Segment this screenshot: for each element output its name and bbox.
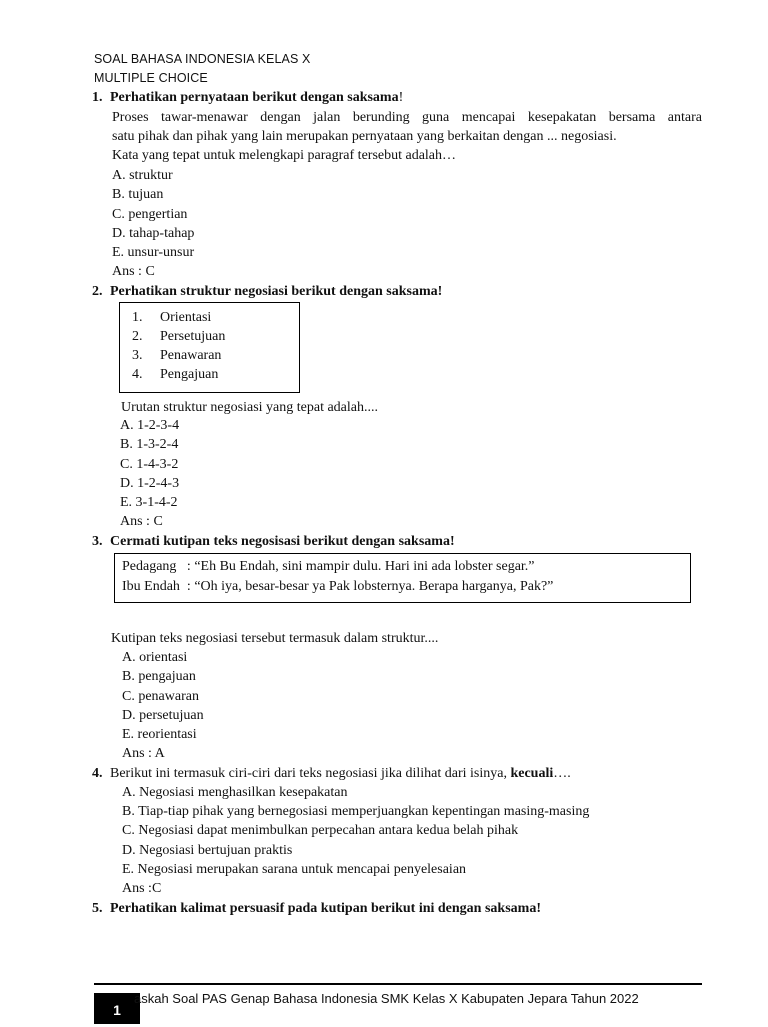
question-4-option-d: D. Negosiasi bertujuan praktis <box>122 843 293 858</box>
structure-list-item: 4. Pengajuan <box>132 367 219 382</box>
question-1-paragraph-line-1: Proses tawar-menawar dengan jalan berunding guna mencapai kesepakatan bersama antara <box>112 110 702 125</box>
document-title: SOAL BAHASA INDONESIA KELAS X <box>94 52 311 66</box>
structure-list-item: 3. Penawaran <box>132 348 222 363</box>
page-number: 1 <box>94 993 140 1024</box>
question-2-option-c: C. 1-4-3-2 <box>120 457 179 472</box>
question-3-number: 3. <box>92 534 103 549</box>
question-5-number: 5. <box>92 901 103 916</box>
dialog-text: “Eh Bu Endah, sini mampir dulu. Hari ini ada lobster segar.” <box>194 559 535 574</box>
question-2-option-b: B. 1-3-2-4 <box>120 437 179 452</box>
question-4-option-e: E. Negosiasi merupakan sarana untuk mencapai penyelesaian <box>122 862 467 877</box>
question-1-paragraph-line-3: Kata yang tepat untuk melengkapi paragraf tersebut adalah… <box>112 148 457 163</box>
question-3-prompt-text: Cermati kutipan teks negosisasi berikut dengan saksama! <box>110 534 455 549</box>
question-3-option-a: A. orientasi <box>122 650 188 665</box>
question-3-prompt <box>92 532 455 552</box>
question-1-option-d: D. tahap-tahap <box>112 226 195 241</box>
question-3-option-b: B. pengajuan <box>122 669 196 684</box>
question-1-prompt-text: Perhatikan pernyataan berikut dengan saksama <box>110 90 399 105</box>
question-4-option-b: B. Tiap-tiap pihak yang bernegosiasi memperjuangkan kepentingan masing-masing <box>122 804 590 819</box>
question-1-answer: Ans : C <box>112 264 155 279</box>
question-4-prompt: 4. Berikut ini termasuk ciri-ciri dari teks negosiasi jika dilihat dari isinya, kecuali…. <box>92 764 571 784</box>
question-1-option-c: C. pengertian <box>112 207 188 222</box>
footer-text: askah Soal PAS Genap Bahasa Indonesia SMK Kelas X Kabupaten Jepara Tahun 2022 <box>134 991 639 1006</box>
document-subtitle: MULTIPLE CHOICE <box>94 71 208 85</box>
question-1-option-b: B. tujuan <box>112 187 164 202</box>
footer-rule <box>94 983 702 985</box>
dialog-speaker: Ibu Endah : <box>122 579 195 594</box>
emphasis-kecuali: kecuali <box>510 766 554 781</box>
structure-list-item: 2. Persetujuan <box>132 329 226 344</box>
question-2-prompt-text: Perhatikan struktur negosiasi berikut dengan saksama! <box>110 284 443 299</box>
question-1-prompt-end: ! <box>398 90 404 105</box>
question-1-option-a: A. struktur <box>112 168 173 183</box>
question-2-option-a: A. 1-2-3-4 <box>120 418 180 433</box>
structure-list-box <box>119 302 300 393</box>
dialog-text: “Oh iya, besar-besar ya Pak lobsternya. Berapa harganya, Pak?” <box>194 579 554 594</box>
question-4-option-c: C. Negosiasi dapat menimbulkan perpecahan antara kedua belah pihak <box>122 823 519 838</box>
question-3-option-c: C. penawaran <box>122 689 199 704</box>
structure-list-item: 1. Orientasi <box>132 310 212 325</box>
question-1-number: 1. <box>92 90 103 105</box>
question-3-option-e: E. reorientasi <box>122 727 197 742</box>
question-2-option-d: D. 1-2-4-3 <box>120 476 180 491</box>
question-2-answer: Ans : C <box>120 514 163 529</box>
question-4-option-a: A. Negosiasi menghasilkan kesepakatan <box>122 785 348 800</box>
question-4-number: 4. <box>92 766 103 781</box>
question-3-question: Kutipan teks negosiasi tersebut termasuk dalam struktur.... <box>111 631 439 646</box>
question-3-option-d: D. persetujuan <box>122 708 204 723</box>
question-2-option-e: E. 3-1-4-2 <box>120 495 178 510</box>
question-2-number: 2. <box>92 284 103 299</box>
question-2-prompt <box>92 282 442 302</box>
question-1-paragraph-line-2: satu pihak dan pihak yang lain merupakan pernyataan yang berkaitan dengan ... negosiasi. <box>112 129 617 144</box>
question-2-question: Urutan struktur negosiasi yang tepat adalah.... <box>121 400 378 415</box>
dialog-quote-box <box>114 553 691 603</box>
question-4-answer: Ans :C <box>122 881 162 896</box>
question-5-prompt-text: Perhatikan kalimat persuasif pada kutipan berikut ini dengan saksama! <box>110 901 541 916</box>
question-1-option-e: E. unsur-unsur <box>112 245 195 260</box>
question-1-prompt <box>92 88 403 108</box>
dialog-speaker: Pedagang : <box>122 559 195 574</box>
dialog-line <box>122 577 553 597</box>
question-3-answer: Ans : A <box>122 746 165 761</box>
question-5-prompt <box>92 899 541 919</box>
dialog-line <box>122 557 535 577</box>
